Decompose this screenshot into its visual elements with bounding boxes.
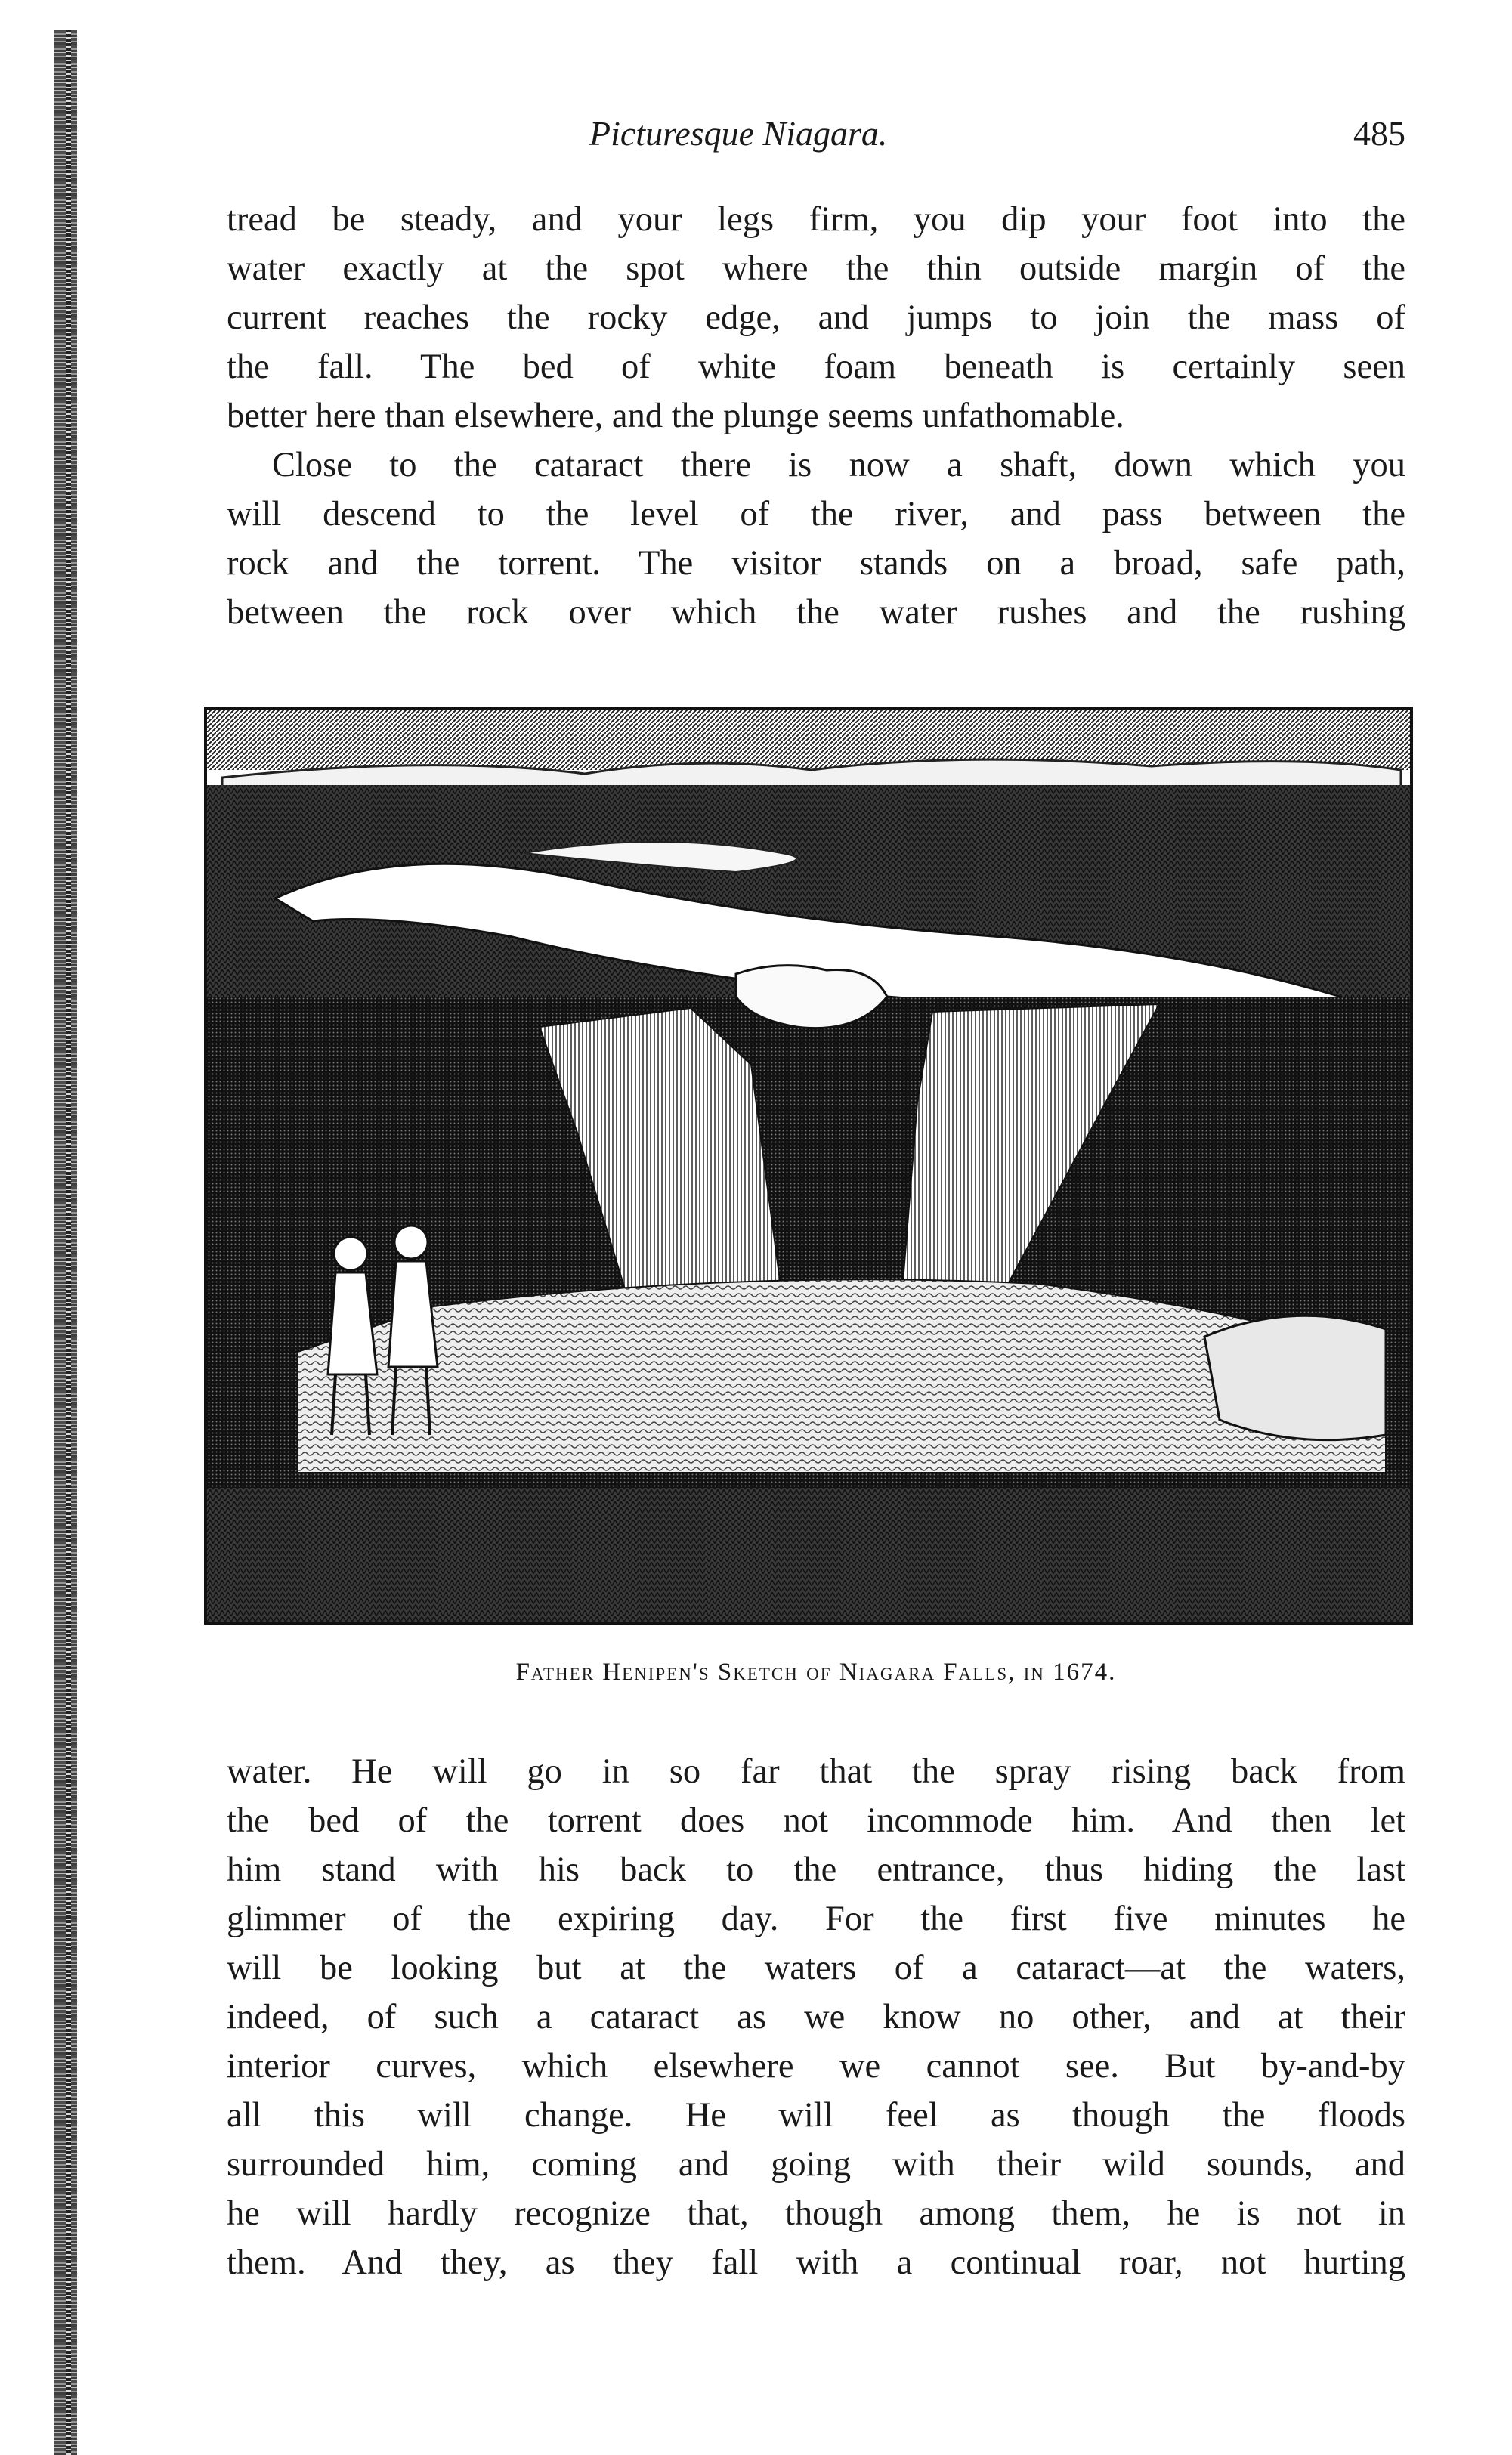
- text-line: will be looking but at the waters of a cataract—at the waters,: [227, 1949, 1405, 1987]
- engraving-niagara-falls: [204, 707, 1413, 1625]
- text-line: current reaches the rocky edge, and jumps to join the mass of: [227, 298, 1405, 337]
- book-spine-stitching: [66, 30, 71, 2455]
- text-line: them. And they, as they fall with a continual roar, not hurting: [227, 2243, 1405, 2282]
- text-line: between the rock over which the water rushes and the rushing: [227, 593, 1405, 632]
- text-line: tread be steady, and your legs firm, you dip your foot into the: [227, 200, 1405, 239]
- foreground-rocks: [1204, 1316, 1386, 1439]
- text-line: he will hardly recognize that, though among them, he is not in: [227, 2194, 1405, 2233]
- text-line: surrounded him, coming and going with their wild sounds, and: [227, 2145, 1405, 2184]
- text-line: all this will change. He will feel as though the floods: [227, 2096, 1405, 2135]
- body-text-bottom: [227, 1747, 1405, 2287]
- figure-caption: Father Henipen's Sketch of Niagara Falls, in 1674.: [515, 1659, 1117, 1686]
- text-line: water. He will go in so far that the spray rising back from: [227, 1752, 1405, 1791]
- text-line: will descend to the level of the river, and pass between the: [227, 495, 1405, 533]
- body-text-top: [227, 195, 1405, 637]
- engraving-illustration: [207, 710, 1410, 1622]
- foreground-ground: [207, 1488, 1410, 1622]
- text-line: indeed, of such a cataract as we know no other, and at their: [227, 1998, 1405, 2036]
- page-number: 485: [1353, 114, 1405, 153]
- page-header: [227, 113, 1405, 166]
- book-spine-edge: [54, 30, 77, 2455]
- text-line: the bed of the torrent does not incommode him. And then let: [227, 1801, 1405, 1840]
- text-line: interior curves, which elsewhere we cannot see. But by-and-by: [227, 2047, 1405, 2086]
- text-line: better here than elsewhere, and the plunge seems unfathomable.: [227, 397, 1124, 435]
- text-line: Close to the cataract there is now a shaft, down which you: [272, 446, 1405, 484]
- text-line: the fall. The bed of white foam beneath is certainly seen: [227, 348, 1405, 386]
- text-line: rock and the torrent. The visitor stands on a broad, safe path,: [227, 544, 1405, 583]
- running-title: Picturesque Niagara.: [589, 114, 888, 153]
- text-line: glimmer of the expiring day. For the first five minutes he: [227, 1900, 1405, 1938]
- text-line: him stand with his back to the entrance, thus hiding the last: [227, 1851, 1405, 1889]
- text-line: water exactly at the spot where the thin outside margin of the: [227, 249, 1405, 288]
